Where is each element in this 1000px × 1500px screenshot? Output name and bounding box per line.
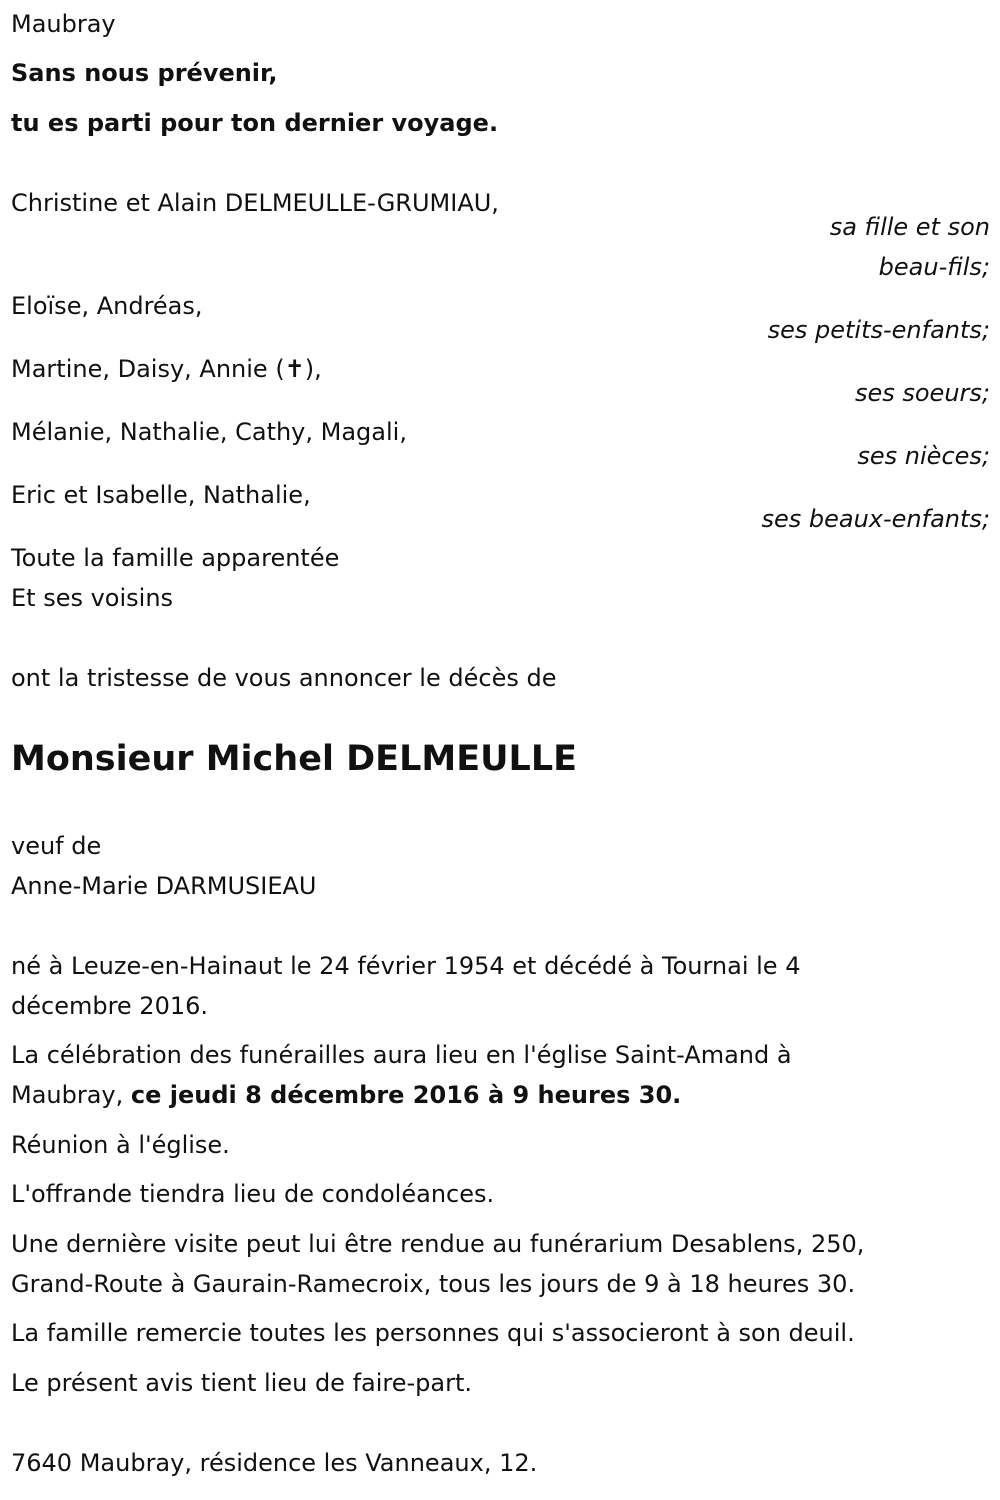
intro-line-2: tu es parti pour ton dernier voyage.: [11, 109, 499, 137]
funeral-line-2: [11, 1081, 681, 1110]
family-names-grandchildren: Eloïse, Andréas,: [11, 292, 203, 320]
visit-line-1: Une dernière visite peut lui être rendue au funérarium Desablens, 250,: [11, 1230, 865, 1258]
family-names-daughter: Christine et Alain DELMEULLE-GRUMIAU,: [11, 189, 499, 217]
birth-line-2: décembre 2016.: [11, 992, 209, 1020]
others-line-1: Toute la famille apparentée: [11, 544, 340, 572]
offering-text: L'offrande tiendra lieu de condoléances.: [11, 1180, 495, 1208]
widower-line-2: Anne-Marie DARMUSIEAU: [11, 872, 317, 900]
visit-line-2: Grand-Route à Gaurain-Ramecroix, tous les jours de 9 à 18 heures 30.: [11, 1270, 856, 1298]
funeral-line-1: La célébration des funérailles aura lieu en l'église Saint-Amand à: [11, 1041, 792, 1069]
place-name: Maubray: [11, 10, 116, 38]
family-relation-stepchildren: ses beaux-enfants;: [761, 505, 990, 533]
reunion-text: Réunion à l'église.: [11, 1131, 230, 1159]
funeral-datetime: ce jeudi 8 décembre 2016 à 9 heures 30.: [130, 1081, 682, 1109]
announce-text: ont la tristesse de vous annoncer le décès de: [11, 664, 557, 692]
widower-line-1: veuf de: [11, 832, 102, 860]
family-relation-daughter-2: beau-fils;: [878, 253, 990, 281]
funeral-place: Maubray,: [11, 1081, 131, 1109]
birth-line-1: né à Leuze-en-Hainaut le 24 février 1954 et décédé à Tournai le 4: [11, 952, 801, 980]
family-relation-nieces: ses nièces;: [857, 442, 990, 470]
family-names-nieces: Mélanie, Nathalie, Cathy, Magali,: [11, 418, 407, 446]
family-relation-sisters: ses soeurs;: [854, 379, 990, 407]
thanks-text: La famille remercie toutes les personnes qui s'associeront à son deuil.: [11, 1319, 855, 1347]
notice-text: Le présent avis tient lieu de faire-part.: [11, 1369, 473, 1397]
family-names-stepchildren: Eric et Isabelle, Nathalie,: [11, 481, 311, 509]
others-line-2: Et ses voisins: [11, 584, 174, 612]
address-text: 7640 Maubray, résidence les Vanneaux, 12.: [11, 1449, 538, 1477]
family-names-sisters: Martine, Daisy, Annie (✝),: [11, 355, 322, 383]
family-relation-grandchildren: ses petits-enfants;: [767, 316, 990, 344]
family-relation-daughter-1: sa fille et son: [829, 213, 990, 241]
deceased-name: Monsieur Michel DELMEULLE: [11, 739, 578, 779]
intro-line-1: Sans nous prévenir,: [11, 59, 278, 87]
